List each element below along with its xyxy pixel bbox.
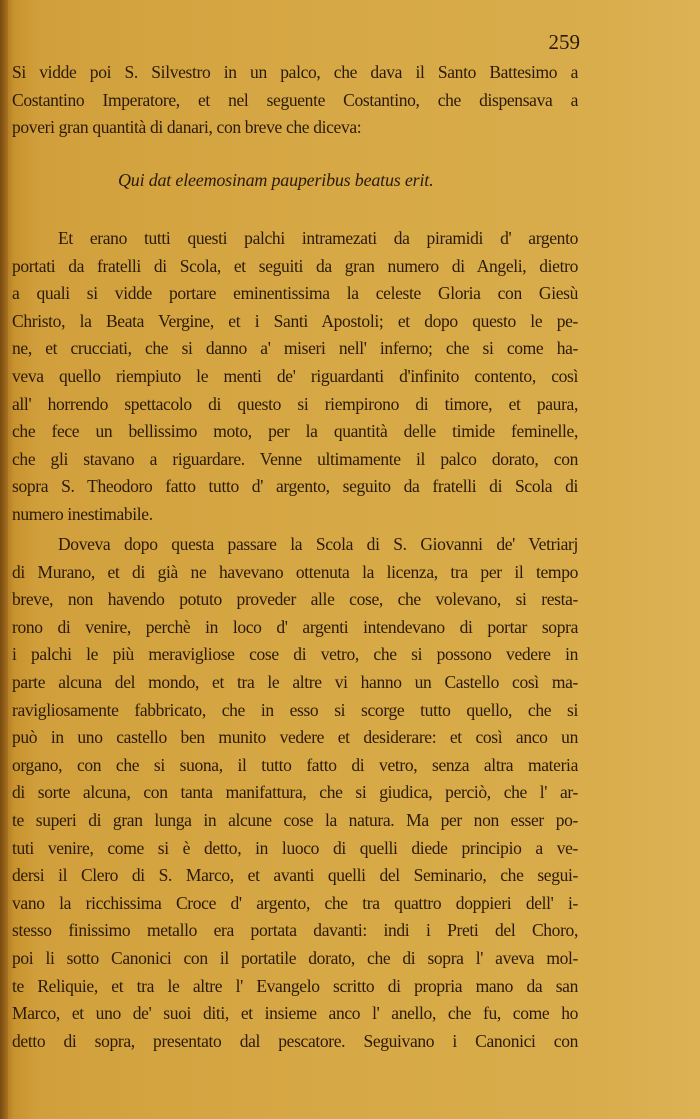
text-line: detto di sopra, presentato dal pescatore. Seguivano i Canonici con (12, 1030, 578, 1051)
text-line: Christo, la Beata Vergine, et i Santi Apostoli; et dopo questo le pe- (12, 310, 578, 331)
text-line: i palchi le più meravigliose cose di vetro, che si possono vedere in (12, 644, 578, 665)
text-line: Costantino Imperatore, et nel seguente Costantino, che dispensava a (12, 89, 578, 110)
text-line: veva quello riempiuto le menti de' riguardanti d'infinito contento, così (12, 366, 578, 386)
text-line: di Murano, et di già ne havevano ottenuta la licenza, tra per il tempo (12, 561, 578, 582)
text-line: portati da fratelli di Scola, et seguiti da gran numero di Angeli, dietro (12, 255, 578, 276)
text-line: Marco, et uno de' suoi diti, et insieme anco l' anello, che fu, come ho (12, 1003, 578, 1024)
latin-quote: Qui dat eleemosinam pauperibus beatus erit. (118, 170, 434, 190)
text-line: che fece un bellissimo moto, per la quantità delle timide feminelle, (12, 421, 578, 442)
text-line: poi li sotto Canonici con il portatile dorato, che di sopra l' aveva mol- (12, 948, 578, 968)
text-line: a quali si vidde portare eminentissima la celeste Gloria con Giesù (12, 283, 578, 304)
text-line: numero inestimabile. (12, 504, 153, 524)
text-line: Si vidde poi S. Silvestro in un palco, che dava il Santo Battesimo a (12, 62, 578, 82)
text-line: stesso finissimo metallo era portata davanti: indi i Preti del Choro, (12, 920, 578, 941)
text-line: Doveva dopo questa passare la Scola di S. Giovanni de' Vetriarj (58, 534, 578, 554)
page-number: 259 (548, 30, 580, 54)
text-line: rono di venire, perchè in loco d' argenti intendevano di portar sopra (12, 616, 578, 637)
text-line: tuti venire, come si è detto, in luoco di quelli diede principio a ve- (12, 837, 578, 858)
text-line: organo, con che si suona, il tutto fatto di vetro, senza altra materia (12, 754, 578, 775)
text-line: te superi di gran lunga in alcune cose la natura. Ma per non esser po- (12, 810, 578, 830)
text-line: breve, non havendo potuto proveder alle cose, che volevano, si resta- (12, 589, 578, 610)
text-line: può in uno castello ben munito vedere et desiderare: et così anco un (12, 727, 578, 748)
text-line: Et erano tutti questi palchi intramezati da piramidi d' argento (58, 228, 578, 248)
text-line: dersi il Clero di S. Marco, et avanti quelli del Seminario, che segui- (12, 865, 578, 886)
text-line: all' horrendo spettacolo di questo si riempirono di timore, et paura, (12, 393, 578, 414)
book-gutter-edge (0, 0, 8, 1119)
text-line: che gli stavano a riguardare. Venne ultimamente il palco dorato, con (12, 448, 578, 469)
text-line: ravigliosamente fabbricato, che in esso si scorge tutto quello, che si (12, 699, 578, 720)
text-line: poveri gran quantità di danari, con breve che diceva: (12, 117, 362, 138)
text-line: di sorte alcuna, con tanta manifattura, che si giudica, perciò, che l' ar- (12, 782, 578, 803)
text-line: sopra S. Theodoro fatto tutto d' argento, seguito da fratelli di Scola di (12, 476, 578, 497)
text-line: te Reliquie, et tra le altre l' Evangelo scritto di propria mano da san (12, 975, 578, 996)
text-line: vano la ricchissima Croce d' argento, che tra quattro doppieri dell' i- (12, 892, 578, 913)
text-line: ne, et crucciati, che si danno a' miseri nell' inferno; che si come ha- (12, 338, 578, 359)
text-line: parte alcuna del mondo, et tra le altre vi hanno un Castello così ma- (12, 672, 578, 692)
